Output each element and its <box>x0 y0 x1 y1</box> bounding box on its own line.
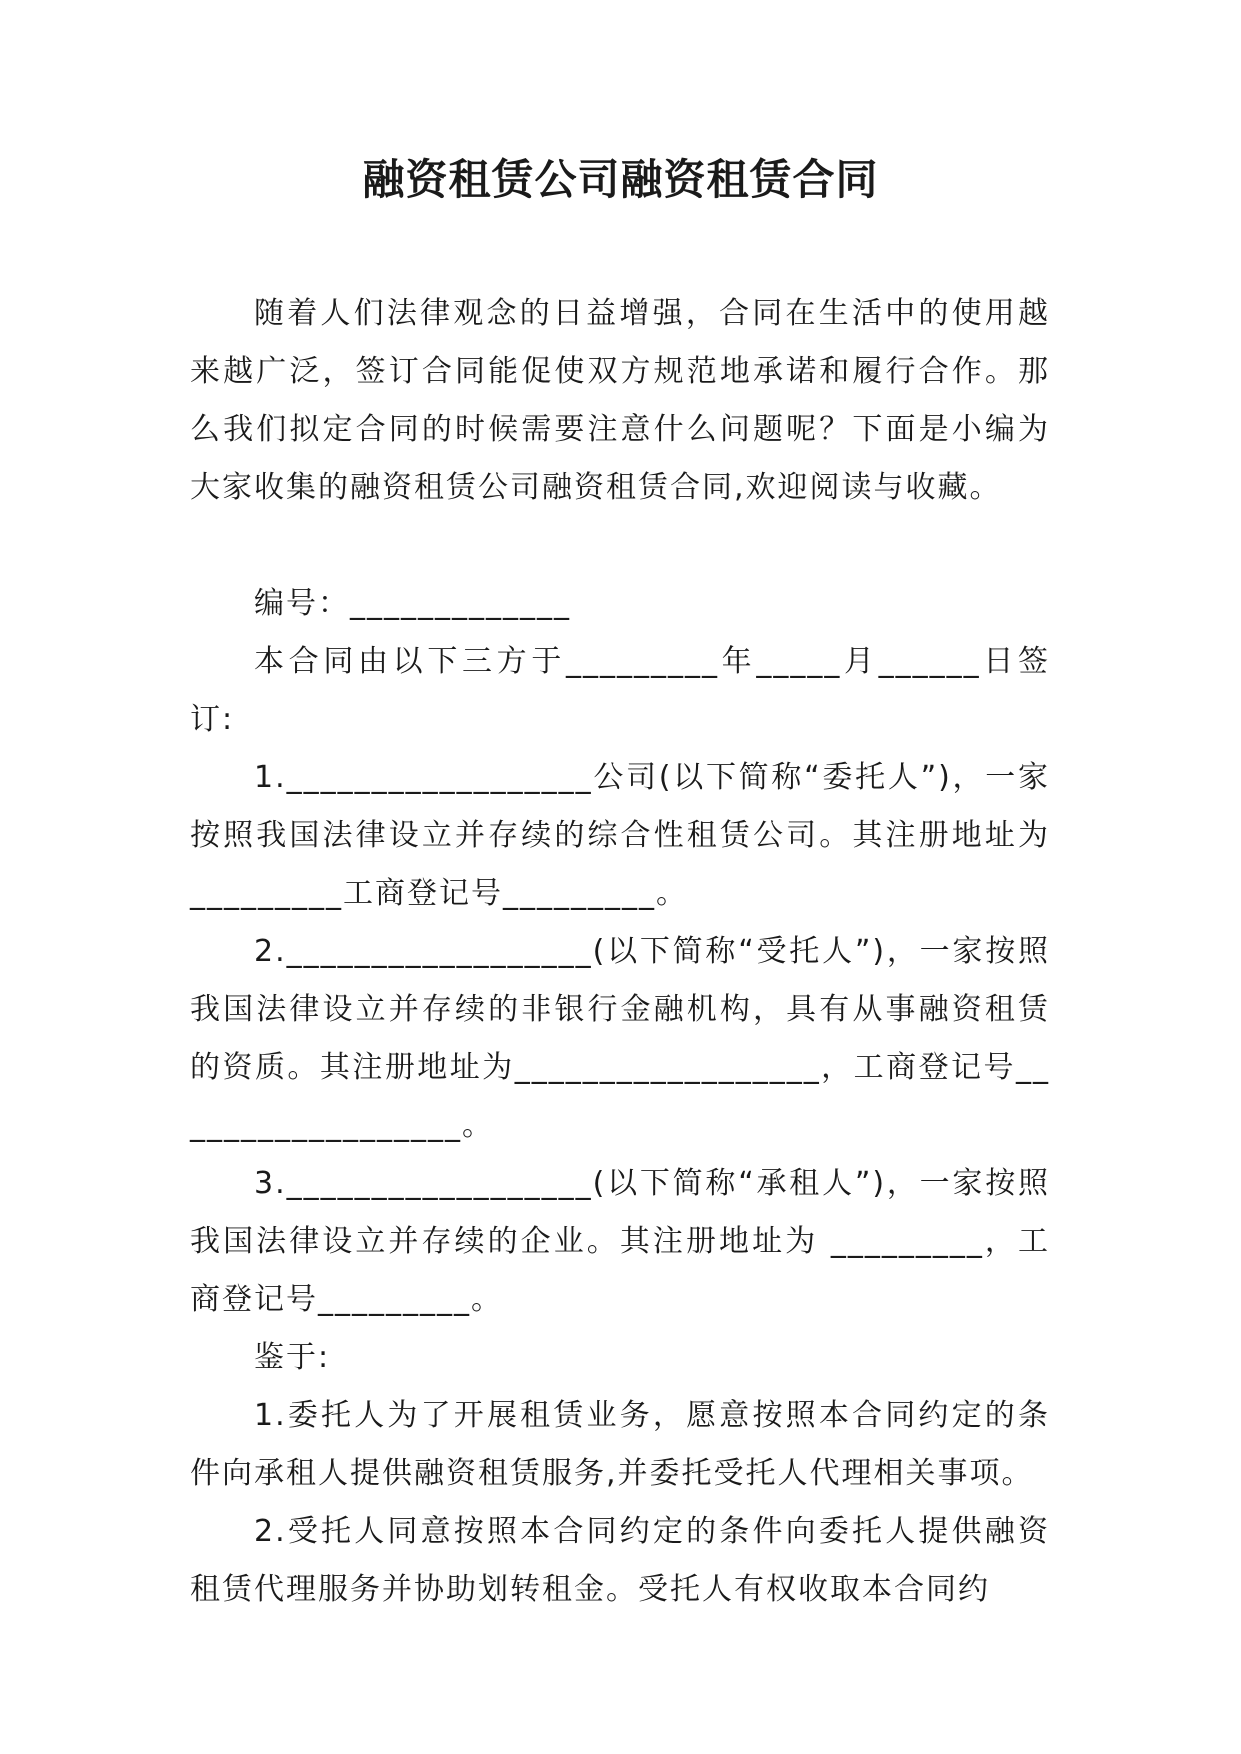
whereas-clause-1: 1.委托人为了开展租赁业务，愿意按照本合同约定的条件向承租人提供融资租赁服务,并委托受托人代理相关事项。 <box>190 1398 1050 1491</box>
signing-date-line: 本合同由以下三方于_________年_____月______日签订: <box>190 644 1050 737</box>
party-1-paragraph: 1.__________________公司(以下简称“委托人”)，一家按照我国法律设立并存续的综合性租赁公司。其注册地址为 _________工商登记号_________。 <box>190 760 1050 911</box>
whereas-heading: 鉴于: <box>254 1340 331 1375</box>
contract-number-line: 编号：_____________ <box>254 586 571 621</box>
party-3-paragraph: 3.__________________(以下简称“承租人”)，一家按照我国法律设立并存续的企业。其注册地址为 _________，工商登记号_________。 <box>190 1166 1050 1317</box>
document-body <box>190 285 1050 1619</box>
intro-paragraph: 随着人们法律观念的日益增强，合同在生活中的使用越来越广泛，签订合同能促使双方规范地承诺和履行合作。那么我们拟定合同的时候需要注意什么问题呢？下面是小编为大家收集的融资租赁公司融资租赁合同,欢迎阅读与收藏。 <box>190 296 1050 505</box>
party-2-paragraph: 2.__________________(以下简称“受托人”)，一家按照我国法律设立并存续的非银行金融机构，具有从事融资租赁的资质。其注册地址为__________________，工商登记号__________________。 <box>190 934 1050 1143</box>
whereas-clause-2: 2.受托人同意按照本合同约定的条件向委托人提供融资租赁代理服务并协助划转租金。受托人有权收取本合同约 <box>190 1514 1050 1607</box>
document-title: 融资租赁公司融资租赁合同 <box>362 155 879 204</box>
